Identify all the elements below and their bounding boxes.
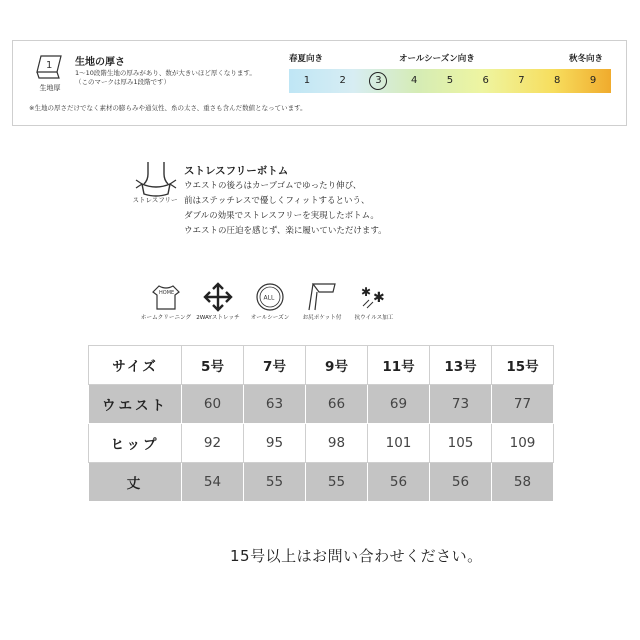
table-cell: 56 (430, 463, 492, 502)
table-row-waist (89, 385, 554, 424)
table-cell: 95 (244, 424, 306, 463)
feature-all-season (244, 282, 296, 321)
home-badge-text: HOME (159, 290, 175, 296)
feature-hip-pocket (296, 282, 348, 321)
feature-antiviral (348, 282, 400, 321)
size-header-cell: サイズ (89, 346, 182, 385)
svg-text:✱: ✱ (361, 285, 372, 299)
table-cell: 55 (306, 463, 368, 502)
thickness-title: 生地の厚さ (75, 57, 125, 68)
feature-icons (140, 282, 400, 321)
size-header-cell: 15号 (492, 346, 554, 385)
table-cell: 56 (368, 463, 430, 502)
stress-free-title: ストレスフリーボトム (184, 165, 289, 177)
fabric-thickness-panel (12, 40, 627, 126)
hip-pocket-icon (305, 282, 339, 312)
table-cell: 66 (306, 385, 368, 424)
size-header-cell: 9号 (306, 346, 368, 385)
thickness-desc-line: 1〜10段階生地の厚みがあり、数が大きいほど厚くなります。 (75, 69, 256, 77)
season-all-season: オールシーズン向き (399, 54, 475, 64)
feature-label: 2WAYストレッチ (196, 315, 240, 321)
all-badge-text: ALL (263, 294, 275, 302)
table-cell: 63 (244, 385, 306, 424)
size-table-header-row (89, 346, 554, 385)
table-row-hip (89, 424, 554, 463)
feature-home-cleaning (140, 282, 192, 321)
row-label: ヒップ (89, 424, 182, 463)
season-spring-summer: 春夏向き (289, 54, 324, 64)
scale-value: 4 (410, 75, 418, 86)
all-season-icon (253, 282, 287, 312)
table-cell: 54 (182, 463, 244, 502)
thickness-icon-number: 1 (46, 60, 53, 71)
table-cell: 77 (492, 385, 554, 424)
thickness-scale-bar (289, 69, 611, 93)
table-cell: 109 (492, 424, 554, 463)
table-cell: 73 (430, 385, 492, 424)
antiviral-icon (357, 282, 391, 312)
feature-label: ホームクリーニング (140, 315, 192, 321)
table-cell: 98 (306, 424, 368, 463)
table-cell: 58 (492, 463, 554, 502)
svg-text:✱: ✱ (373, 290, 385, 306)
size-header-cell: 13号 (430, 346, 492, 385)
thickness-icon-caption: 生地厚 (39, 84, 61, 92)
scale-value: 6 (482, 75, 489, 86)
table-cell: 105 (430, 424, 492, 463)
stress-free-line: ウエストの圧迫を感じず、楽に履いていただけます。 (184, 226, 387, 236)
stress-free-line: ウエストの後ろはカーブゴムでゆったり伸び、 (184, 181, 362, 191)
feature-label: お尻ポケット付 (302, 315, 342, 321)
scale-value: 7 (518, 75, 525, 86)
table-cell: 69 (368, 385, 430, 424)
size-header-cell: 5号 (182, 346, 244, 385)
table-cell: 60 (182, 385, 244, 424)
season-autumn-winter: 秋冬向き (569, 54, 604, 64)
table-row-length (89, 463, 554, 502)
scale-value: 5 (446, 75, 454, 86)
size-inquiry-note: 15号以上はお問い合わせください。 (230, 547, 483, 565)
two-way-stretch-icon (201, 282, 235, 312)
feature-2way-stretch (192, 282, 244, 321)
thickness-description (75, 69, 256, 87)
stress-free-icon-caption: ストレスフリー (132, 196, 178, 204)
stress-free-line: ダブルの効果でストレスフリーを実現したボトム。 (184, 211, 379, 221)
feature-label: オールシーズン (250, 315, 290, 321)
table-cell: 92 (182, 424, 244, 463)
table-cell: 101 (368, 424, 430, 463)
scale-value: 8 (554, 75, 561, 86)
feature-label: 抗ウイルス加工 (354, 315, 394, 321)
fabric-thickness-icon (33, 52, 67, 92)
thickness-desc-line: （このマークは厚み1段階です） (75, 78, 171, 86)
row-label: ウエスト (89, 385, 182, 424)
stress-free-line: 前はステッチレスで優しくフィットするという、 (184, 196, 370, 206)
scale-value: 2 (339, 75, 346, 86)
size-table (88, 345, 554, 502)
thickness-note: ※生地の厚さだけでなく素材の膨らみや通気性、糸の太さ、重さも含んだ数値となっています。 (29, 104, 307, 112)
scale-value: 9 (589, 75, 597, 86)
table-cell: 55 (244, 463, 306, 502)
scale-value-selected: 3 (369, 72, 387, 90)
stress-free-description (184, 179, 387, 239)
row-label: 丈 (89, 463, 182, 502)
home-cleaning-icon (149, 282, 183, 312)
size-header-cell: 7号 (244, 346, 306, 385)
size-header-cell: 11号 (368, 346, 430, 385)
scale-value: 1 (303, 75, 311, 86)
